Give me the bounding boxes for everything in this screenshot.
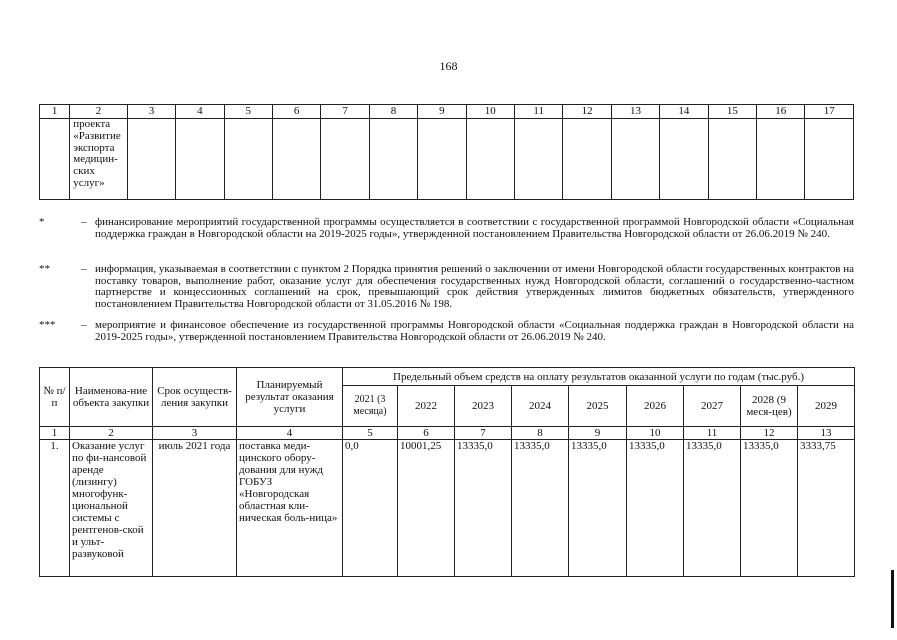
column-number: 8 — [512, 427, 569, 440]
column-number: 9 — [569, 427, 627, 440]
continuation-line: проекта — [73, 118, 111, 130]
column-number: 6 — [272, 105, 320, 119]
page-number: 168 — [439, 59, 458, 73]
scan-edge-mark — [891, 570, 894, 628]
continuation-line: «Развитие — [73, 129, 121, 142]
footnote-text: информация, указываемая в соответствии с пунктом 2 Порядка принятия решений о заключении от имени Новгородской области государственных контрактов на поставку товаров, выполнение работ, оказание услуг для обеспечения государственных нужд Новгородской области, соглашений о государственно-частном партнерстве и концессионных соглашений на срок, превышающий срок действия утвержденных лимитов бюджетных обязательств, утвержденного постановлением Правительства Новгородской области от 31.05.2016 № 198. — [95, 263, 854, 310]
column-number: 12 — [563, 105, 611, 119]
year-header: 2023 — [455, 386, 512, 427]
column-header-result: Планируемый результат оказания услуги — [237, 368, 343, 427]
column-number: 10 — [466, 105, 514, 119]
footnote-mark: ** — [39, 263, 50, 275]
column-number: 3 — [153, 427, 237, 440]
year-header: 2021 (3 месяца) — [343, 386, 398, 427]
continuation-line: ских — [73, 165, 95, 178]
column-number-row — [40, 427, 855, 440]
column-number: 3 — [127, 105, 175, 119]
column-number: 9 — [418, 105, 466, 119]
column-number: 12 — [741, 427, 798, 440]
column-number: 8 — [369, 105, 417, 119]
column-number: 10 — [627, 427, 684, 440]
column-number: 11 — [684, 427, 741, 440]
continuation-line: экспорта — [73, 141, 115, 154]
value-cell: 10001,25 — [398, 440, 455, 577]
value-cell: 13335,0 — [684, 440, 741, 577]
footnote-3 — [39, 320, 854, 343]
continuation-table — [39, 104, 854, 200]
column-number: 6 — [398, 427, 455, 440]
footnote-dash: – — [81, 263, 87, 275]
column-number: 15 — [708, 105, 756, 119]
footnote-mark: * — [39, 216, 45, 228]
value-cell: 13335,0 — [741, 440, 798, 577]
procurement-table — [39, 367, 855, 577]
column-header-name: Наименова-ние объекта закупки — [70, 368, 153, 427]
column-header-no: № п/п — [40, 368, 70, 427]
value-cell: 0,0 — [343, 440, 398, 577]
column-number: 16 — [757, 105, 805, 119]
footnote-text: мероприятие и финансовое обеспечение из государственной программы Новгородской области «Социальная поддержка граждан в Новгородской области на 2019-2025 годы», утвержденной постановлением Правительства Новгородской области от 26.06.2019 № 240. — [95, 319, 854, 343]
value-cell: 3333,75 — [798, 440, 855, 577]
year-header: 2026 — [627, 386, 684, 427]
table-row — [40, 119, 854, 200]
table-row — [40, 440, 855, 577]
footnote-2 — [39, 264, 854, 310]
footnote-text: финансирование мероприятий государственной программы осуществляется в соответствии с государственной программой Новгородской области «Социальная поддержка граждан в Новгородской области на 2019-2025 годы», утвержденной постановлением Правительства Новгородской области от 26.06.2019 № 240. — [95, 216, 854, 240]
year-header: 2024 — [512, 386, 569, 427]
footnote-1 — [39, 217, 854, 240]
row-number: 1. — [40, 440, 70, 577]
planned-result: поставка меди-цинского обору-дования для нужд ГОБУЗ «Новгородская областная кли-ническая боль-ница» — [237, 440, 343, 577]
continuation-line: услуг» — [73, 176, 105, 189]
column-number: 14 — [660, 105, 708, 119]
value-cell: 13335,0 — [512, 440, 569, 577]
year-header: 2028 (9 меся-цев) — [741, 386, 798, 427]
column-number: 1 — [40, 427, 70, 440]
year-header: 2027 — [684, 386, 741, 427]
column-number: 7 — [455, 427, 512, 440]
footnote-mark: *** — [39, 319, 56, 331]
column-number: 4 — [237, 427, 343, 440]
column-number: 11 — [514, 105, 562, 119]
procurement-term: июль 2021 года — [153, 440, 237, 577]
value-cell: 13335,0 — [627, 440, 684, 577]
year-header: 2029 — [798, 386, 855, 427]
column-number: 4 — [176, 105, 224, 119]
column-number: 13 — [611, 105, 659, 119]
continuation-cell — [70, 119, 127, 200]
table-header-row — [40, 105, 854, 119]
column-number: 7 — [321, 105, 369, 119]
column-number: 5 — [343, 427, 398, 440]
value-cell: 13335,0 — [569, 440, 627, 577]
column-number: 2 — [70, 105, 127, 119]
column-group-header: Предельный объем средств на оплату результатов оказанной услуги по годам (тыс.руб.) — [343, 368, 855, 386]
footnote-dash: – — [81, 216, 87, 228]
column-number: 13 — [798, 427, 855, 440]
year-header: 2025 — [569, 386, 627, 427]
procurement-name: Оказание услуг по фи-нансовой аренде (лизингу) многофунк-циональной системы с рентгенов-ской и ульт-развуковой — [70, 440, 153, 577]
column-number: 1 — [40, 105, 70, 119]
column-number: 17 — [805, 105, 854, 119]
column-number: 5 — [224, 105, 272, 119]
year-header: 2022 — [398, 386, 455, 427]
column-header-term: Срок осуществ-ления закупки — [153, 368, 237, 427]
column-number: 2 — [70, 427, 153, 440]
value-cell: 13335,0 — [455, 440, 512, 577]
continuation-line: медицин- — [73, 153, 118, 166]
footnote-dash: – — [81, 319, 87, 331]
